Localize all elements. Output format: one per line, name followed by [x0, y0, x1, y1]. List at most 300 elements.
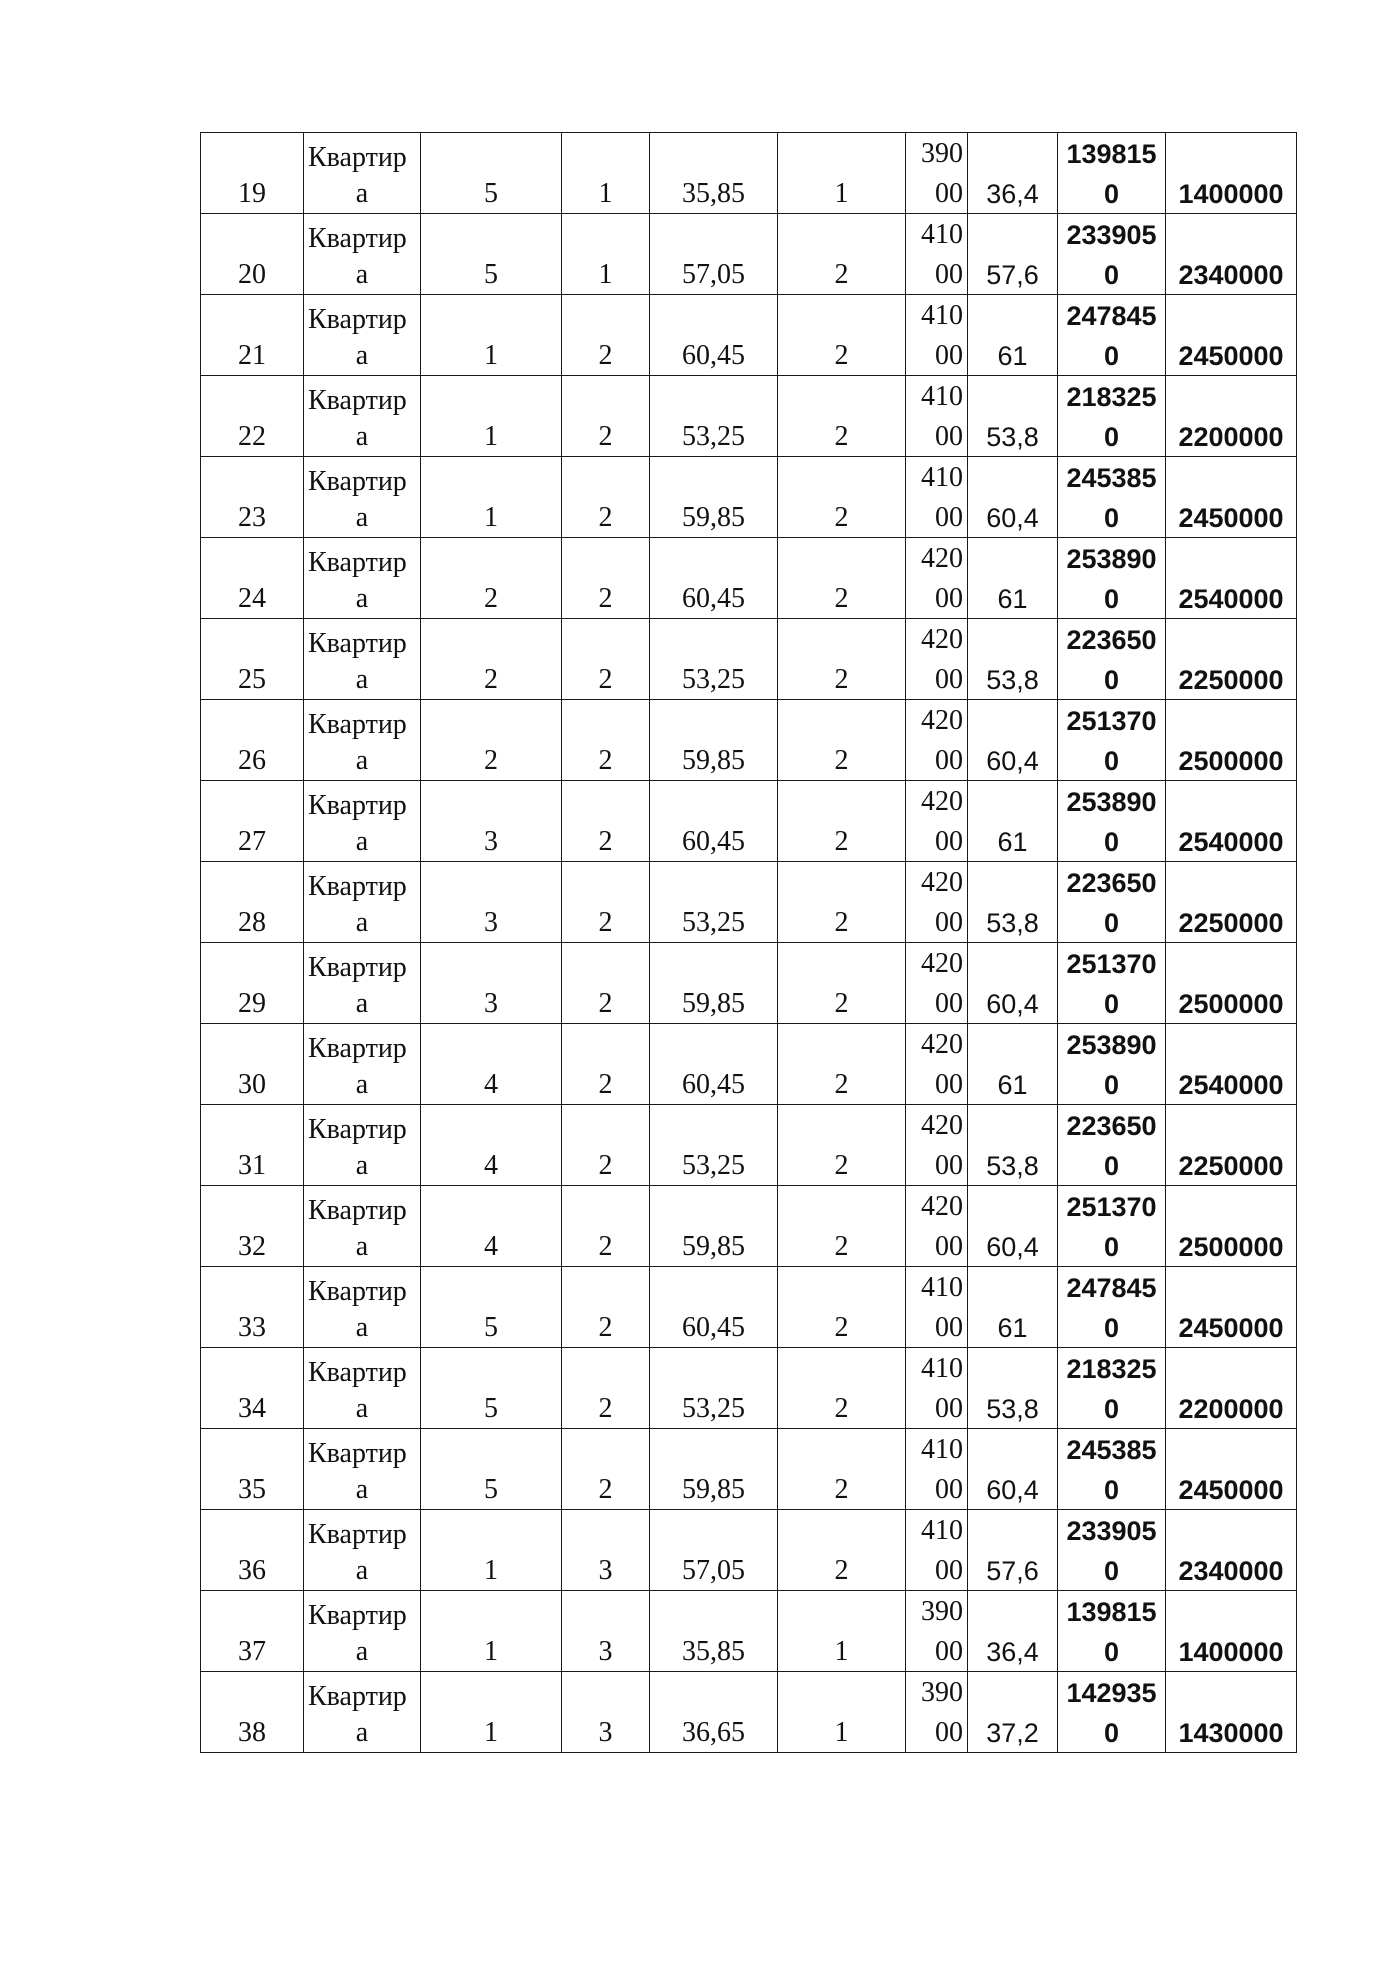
- cell-floor: [562, 862, 650, 943]
- rooms-value: 2: [834, 1231, 849, 1262]
- property-type-line2: а: [355, 1069, 369, 1100]
- cell-property-type: [304, 1348, 421, 1429]
- property-type-line1: Квартир: [308, 1438, 407, 1469]
- sum-line1: 223650: [1066, 625, 1157, 655]
- row-number: 29: [238, 988, 266, 1019]
- cell-property-type: [304, 1024, 421, 1105]
- row-number: 28: [238, 907, 266, 938]
- cell-total: [1166, 457, 1297, 538]
- area2-value: 53,8: [986, 1151, 1039, 1181]
- entrance-value: 2: [484, 583, 498, 614]
- cell-rooms: [778, 619, 906, 700]
- sum-line2: 0: [1103, 179, 1120, 209]
- area2-value: 57,6: [986, 260, 1039, 290]
- price-per-meter-line2: 00: [935, 826, 963, 857]
- property-type-line2: а: [355, 988, 369, 1019]
- price-per-meter-line1: 420: [921, 867, 963, 898]
- row-number: 33: [238, 1312, 266, 1343]
- cell-area: [650, 1186, 778, 1267]
- row-number: 35: [238, 1474, 266, 1505]
- cell-sum: [1058, 214, 1166, 295]
- cell-area2: [968, 1591, 1058, 1672]
- price-per-meter-line2: 00: [935, 1636, 963, 1667]
- rooms-value: 2: [834, 664, 849, 695]
- cell-area2: [968, 1105, 1058, 1186]
- cell-rooms: [778, 295, 906, 376]
- floor-value: 2: [598, 1231, 613, 1262]
- floor-value: 2: [598, 1150, 613, 1181]
- cell-area: [650, 781, 778, 862]
- cell-row-number: [201, 943, 304, 1024]
- cell-sum: [1058, 295, 1166, 376]
- table-row: [201, 133, 1297, 214]
- entrance-value: 1: [484, 421, 498, 452]
- area-value: 57,05: [682, 1555, 745, 1586]
- property-type-line2: а: [355, 178, 369, 209]
- price-per-meter-line1: 410: [921, 300, 963, 331]
- area2-value: 60,4: [986, 1232, 1039, 1262]
- cell-area2: [968, 700, 1058, 781]
- cell-rooms: [778, 538, 906, 619]
- sum-line2: 0: [1103, 503, 1120, 533]
- property-type-line1: Квартир: [308, 952, 407, 983]
- floor-value: 2: [598, 1393, 613, 1424]
- property-type-line2: а: [355, 664, 369, 695]
- sum-line2: 0: [1103, 1232, 1120, 1262]
- price-per-meter-line1: 420: [921, 1191, 963, 1222]
- cell-row-number: [201, 1429, 304, 1510]
- cell-sum: [1058, 133, 1166, 214]
- price-per-meter-line2: 00: [935, 1069, 963, 1100]
- cell-rooms: [778, 133, 906, 214]
- rooms-value: 2: [834, 745, 849, 776]
- cell-area: [650, 1348, 778, 1429]
- row-number: 34: [238, 1393, 266, 1424]
- row-number: 32: [238, 1231, 266, 1262]
- cell-area2: [968, 538, 1058, 619]
- price-per-meter-line2: 00: [935, 583, 963, 614]
- cell-entrance: [421, 295, 562, 376]
- sum-line2: 0: [1103, 1556, 1120, 1586]
- cell-rooms: [778, 1105, 906, 1186]
- cell-sum: [1058, 943, 1166, 1024]
- entrance-value: 5: [484, 1393, 498, 1424]
- area-value: 53,25: [682, 907, 745, 938]
- cell-area: [650, 1429, 778, 1510]
- row-number: 30: [238, 1069, 266, 1100]
- row-number: 27: [238, 826, 266, 857]
- sum-line1: 251370: [1066, 1192, 1157, 1222]
- price-per-meter-line2: 00: [935, 1150, 963, 1181]
- cell-total: [1166, 133, 1297, 214]
- price-per-meter-line2: 00: [935, 1231, 963, 1262]
- cell-property-type: [304, 538, 421, 619]
- table-row: [201, 295, 1297, 376]
- price-per-meter-line2: 00: [935, 907, 963, 938]
- sum-line1: 218325: [1066, 1354, 1157, 1384]
- sum-line1: 218325: [1066, 382, 1157, 412]
- rooms-value: 2: [834, 421, 849, 452]
- cell-entrance: [421, 1267, 562, 1348]
- cell-property-type: [304, 457, 421, 538]
- sum-line1: 142935: [1066, 1678, 1157, 1708]
- sum-line1: 245385: [1066, 1435, 1157, 1465]
- sum-line1: 253890: [1066, 1030, 1157, 1060]
- total-value: 2450000: [1178, 1313, 1284, 1343]
- cell-rooms: [778, 1186, 906, 1267]
- sum-line2: 0: [1103, 665, 1120, 695]
- table-row: [201, 1186, 1297, 1267]
- cell-rooms: [778, 1672, 906, 1753]
- cell-entrance: [421, 214, 562, 295]
- floor-value: 1: [598, 178, 613, 209]
- cell-entrance: [421, 376, 562, 457]
- total-value: 2340000: [1178, 1556, 1284, 1586]
- sum-line1: 233905: [1066, 220, 1157, 250]
- cell-floor: [562, 943, 650, 1024]
- row-number: 21: [238, 340, 266, 371]
- sum-line2: 0: [1103, 746, 1120, 776]
- cell-rooms: [778, 781, 906, 862]
- cell-property-type: [304, 1186, 421, 1267]
- cell-property-type: [304, 133, 421, 214]
- cell-property-type: [304, 1429, 421, 1510]
- price-per-meter-line1: 420: [921, 705, 963, 736]
- cell-row-number: [201, 133, 304, 214]
- cell-area: [650, 619, 778, 700]
- cell-total: [1166, 1267, 1297, 1348]
- area-value: 35,85: [682, 178, 745, 209]
- cell-sum: [1058, 619, 1166, 700]
- cell-price-per-meter: [906, 1267, 968, 1348]
- cell-property-type: [304, 214, 421, 295]
- sum-line1: 251370: [1066, 949, 1157, 979]
- cell-area: [650, 1024, 778, 1105]
- area-value: 60,45: [682, 826, 745, 857]
- cell-sum: [1058, 781, 1166, 862]
- cell-rooms: [778, 1510, 906, 1591]
- price-per-meter-line2: 00: [935, 988, 963, 1019]
- entrance-value: 5: [484, 178, 498, 209]
- cell-property-type: [304, 1672, 421, 1753]
- cell-area: [650, 1105, 778, 1186]
- rooms-value: 1: [834, 1636, 849, 1667]
- cell-price-per-meter: [906, 133, 968, 214]
- property-type-line1: Квартир: [308, 1600, 407, 1631]
- area-value: 60,45: [682, 583, 745, 614]
- rooms-value: 2: [834, 1069, 849, 1100]
- cell-price-per-meter: [906, 943, 968, 1024]
- price-per-meter-line1: 410: [921, 1515, 963, 1546]
- cell-price-per-meter: [906, 1429, 968, 1510]
- cell-floor: [562, 457, 650, 538]
- floor-value: 2: [598, 583, 613, 614]
- property-type-line2: а: [355, 1150, 369, 1181]
- price-per-meter-line1: 410: [921, 462, 963, 493]
- price-per-meter-line1: 410: [921, 1353, 963, 1384]
- price-per-meter-line1: 410: [921, 1272, 963, 1303]
- rooms-value: 2: [834, 1555, 849, 1586]
- sum-line1: 245385: [1066, 463, 1157, 493]
- total-value: 2540000: [1178, 584, 1284, 614]
- floor-value: 2: [598, 1312, 613, 1343]
- cell-row-number: [201, 376, 304, 457]
- cell-entrance: [421, 1024, 562, 1105]
- table-row: [201, 376, 1297, 457]
- cell-entrance: [421, 1186, 562, 1267]
- total-value: 2250000: [1178, 908, 1284, 938]
- cell-floor: [562, 1510, 650, 1591]
- entrance-value: 2: [484, 745, 498, 776]
- cell-total: [1166, 295, 1297, 376]
- cell-property-type: [304, 862, 421, 943]
- cell-row-number: [201, 619, 304, 700]
- property-type-line1: Квартир: [308, 1033, 407, 1064]
- cell-area2: [968, 1267, 1058, 1348]
- property-type-line2: а: [355, 1393, 369, 1424]
- sum-line1: 253890: [1066, 787, 1157, 817]
- table-row: [201, 1024, 1297, 1105]
- price-per-meter-line2: 00: [935, 1393, 963, 1424]
- rooms-value: 2: [834, 1474, 849, 1505]
- cell-property-type: [304, 781, 421, 862]
- price-per-meter-line2: 00: [935, 1717, 963, 1748]
- cell-area2: [968, 781, 1058, 862]
- rooms-value: 2: [834, 259, 849, 290]
- price-per-meter-line2: 00: [935, 1555, 963, 1586]
- total-value: 2500000: [1178, 746, 1284, 776]
- rooms-value: 2: [834, 1312, 849, 1343]
- cell-price-per-meter: [906, 1186, 968, 1267]
- property-type-line1: Квартир: [308, 790, 407, 821]
- cell-area: [650, 1510, 778, 1591]
- total-value: 2250000: [1178, 665, 1284, 695]
- cell-total: [1166, 1591, 1297, 1672]
- floor-value: 2: [598, 1069, 613, 1100]
- cell-floor: [562, 1672, 650, 1753]
- price-per-meter-line1: 410: [921, 381, 963, 412]
- entrance-value: 1: [484, 340, 498, 371]
- price-per-meter-line1: 390: [921, 138, 963, 169]
- total-value: 2250000: [1178, 1151, 1284, 1181]
- cell-area2: [968, 1186, 1058, 1267]
- cell-rooms: [778, 1348, 906, 1429]
- area-value: 60,45: [682, 1312, 745, 1343]
- cell-entrance: [421, 1672, 562, 1753]
- area-value: 59,85: [682, 1474, 745, 1505]
- area-value: 53,25: [682, 664, 745, 695]
- cell-area: [650, 133, 778, 214]
- cell-rooms: [778, 214, 906, 295]
- sum-line2: 0: [1103, 1637, 1120, 1667]
- table-row: [201, 1267, 1297, 1348]
- price-per-meter-line2: 00: [935, 421, 963, 452]
- cell-rooms: [778, 862, 906, 943]
- cell-area2: [968, 1024, 1058, 1105]
- cell-floor: [562, 1186, 650, 1267]
- total-value: 2500000: [1178, 989, 1284, 1019]
- cell-entrance: [421, 943, 562, 1024]
- entrance-value: 2: [484, 664, 498, 695]
- cell-entrance: [421, 133, 562, 214]
- cell-property-type: [304, 1267, 421, 1348]
- area2-value: 36,4: [986, 1637, 1039, 1667]
- cell-floor: [562, 295, 650, 376]
- table-row: [201, 619, 1297, 700]
- entrance-value: 1: [484, 1555, 498, 1586]
- cell-sum: [1058, 538, 1166, 619]
- entrance-value: 1: [484, 502, 498, 533]
- sum-line2: 0: [1103, 989, 1120, 1019]
- property-type-line1: Квартир: [308, 709, 407, 740]
- total-value: 2450000: [1178, 503, 1284, 533]
- total-value: 2200000: [1178, 1394, 1284, 1424]
- property-type-line1: Квартир: [308, 1681, 407, 1712]
- cell-row-number: [201, 1267, 304, 1348]
- cell-total: [1166, 1105, 1297, 1186]
- cell-floor: [562, 781, 650, 862]
- table-row: [201, 1591, 1297, 1672]
- cell-sum: [1058, 1186, 1166, 1267]
- property-type-line2: а: [355, 1636, 369, 1667]
- cell-price-per-meter: [906, 538, 968, 619]
- cell-area2: [968, 862, 1058, 943]
- price-per-meter-line2: 00: [935, 664, 963, 695]
- cell-row-number: [201, 1024, 304, 1105]
- total-value: 2500000: [1178, 1232, 1284, 1262]
- sum-line1: 139815: [1066, 139, 1157, 169]
- cell-total: [1166, 1186, 1297, 1267]
- cell-property-type: [304, 1510, 421, 1591]
- cell-sum: [1058, 457, 1166, 538]
- area2-value: 53,8: [986, 422, 1039, 452]
- floor-value: 2: [598, 988, 613, 1019]
- entrance-value: 3: [484, 988, 498, 1019]
- property-type-line2: а: [355, 340, 369, 371]
- cell-entrance: [421, 1591, 562, 1672]
- property-type-line1: Квартир: [308, 142, 407, 173]
- cell-sum: [1058, 1348, 1166, 1429]
- area2-value: 61: [997, 1070, 1028, 1100]
- sum-line2: 0: [1103, 1151, 1120, 1181]
- floor-value: 3: [598, 1636, 613, 1667]
- total-value: 2200000: [1178, 422, 1284, 452]
- cell-area2: [968, 619, 1058, 700]
- area2-value: 60,4: [986, 989, 1039, 1019]
- cell-property-type: [304, 943, 421, 1024]
- rooms-value: 1: [834, 1717, 849, 1748]
- entrance-value: 5: [484, 259, 498, 290]
- cell-entrance: [421, 619, 562, 700]
- cell-row-number: [201, 1672, 304, 1753]
- sum-line2: 0: [1103, 1070, 1120, 1100]
- price-per-meter-line2: 00: [935, 178, 963, 209]
- cell-row-number: [201, 457, 304, 538]
- row-number: 36: [238, 1555, 266, 1586]
- property-type-line1: Квартир: [308, 547, 407, 578]
- entrance-value: 1: [484, 1717, 498, 1748]
- cell-price-per-meter: [906, 700, 968, 781]
- cell-total: [1166, 943, 1297, 1024]
- cell-entrance: [421, 1105, 562, 1186]
- area-value: 35,85: [682, 1636, 745, 1667]
- cell-floor: [562, 619, 650, 700]
- area-value: 36,65: [682, 1717, 745, 1748]
- price-per-meter-line2: 00: [935, 1474, 963, 1505]
- sum-line2: 0: [1103, 341, 1120, 371]
- cell-total: [1166, 862, 1297, 943]
- cell-price-per-meter: [906, 376, 968, 457]
- property-type-line1: Квартир: [308, 385, 407, 416]
- entrance-value: 3: [484, 826, 498, 857]
- area2-value: 57,6: [986, 1556, 1039, 1586]
- table-row: [201, 781, 1297, 862]
- total-value: 2340000: [1178, 260, 1284, 290]
- cell-sum: [1058, 1105, 1166, 1186]
- row-number: 26: [238, 745, 266, 776]
- cell-entrance: [421, 781, 562, 862]
- rooms-value: 2: [834, 907, 849, 938]
- sum-line2: 0: [1103, 584, 1120, 614]
- area2-value: 61: [997, 584, 1028, 614]
- cell-entrance: [421, 1348, 562, 1429]
- rooms-value: 2: [834, 1150, 849, 1181]
- sum-line2: 0: [1103, 422, 1120, 452]
- cell-entrance: [421, 1429, 562, 1510]
- property-type-line1: Квартир: [308, 304, 407, 335]
- sum-line1: 139815: [1066, 1597, 1157, 1627]
- cell-row-number: [201, 538, 304, 619]
- cell-row-number: [201, 781, 304, 862]
- property-type-line1: Квартир: [308, 628, 407, 659]
- sum-line2: 0: [1103, 827, 1120, 857]
- cell-area2: [968, 943, 1058, 1024]
- cell-rooms: [778, 1429, 906, 1510]
- table-row: [201, 1429, 1297, 1510]
- sum-line2: 0: [1103, 908, 1120, 938]
- cell-floor: [562, 1348, 650, 1429]
- area2-value: 53,8: [986, 1394, 1039, 1424]
- cell-price-per-meter: [906, 1024, 968, 1105]
- cell-total: [1166, 538, 1297, 619]
- cell-total: [1166, 1429, 1297, 1510]
- cell-price-per-meter: [906, 781, 968, 862]
- cell-area: [650, 538, 778, 619]
- floor-value: 2: [598, 340, 613, 371]
- cell-area2: [968, 1510, 1058, 1591]
- cell-row-number: [201, 1510, 304, 1591]
- floor-value: 2: [598, 1474, 613, 1505]
- entrance-value: 4: [484, 1069, 498, 1100]
- cell-floor: [562, 1429, 650, 1510]
- property-type-line1: Квартир: [308, 1276, 407, 1307]
- floor-value: 2: [598, 421, 613, 452]
- total-value: 2540000: [1178, 1070, 1284, 1100]
- property-type-line2: а: [355, 826, 369, 857]
- area-value: 59,85: [682, 745, 745, 776]
- property-type-line2: а: [355, 745, 369, 776]
- cell-price-per-meter: [906, 457, 968, 538]
- cell-area2: [968, 1672, 1058, 1753]
- cell-rooms: [778, 376, 906, 457]
- total-value: 1430000: [1178, 1718, 1284, 1748]
- floor-value: 2: [598, 745, 613, 776]
- cell-area2: [968, 1348, 1058, 1429]
- property-type-line2: а: [355, 502, 369, 533]
- table-row: [201, 862, 1297, 943]
- sum-line1: 253890: [1066, 544, 1157, 574]
- cell-floor: [562, 376, 650, 457]
